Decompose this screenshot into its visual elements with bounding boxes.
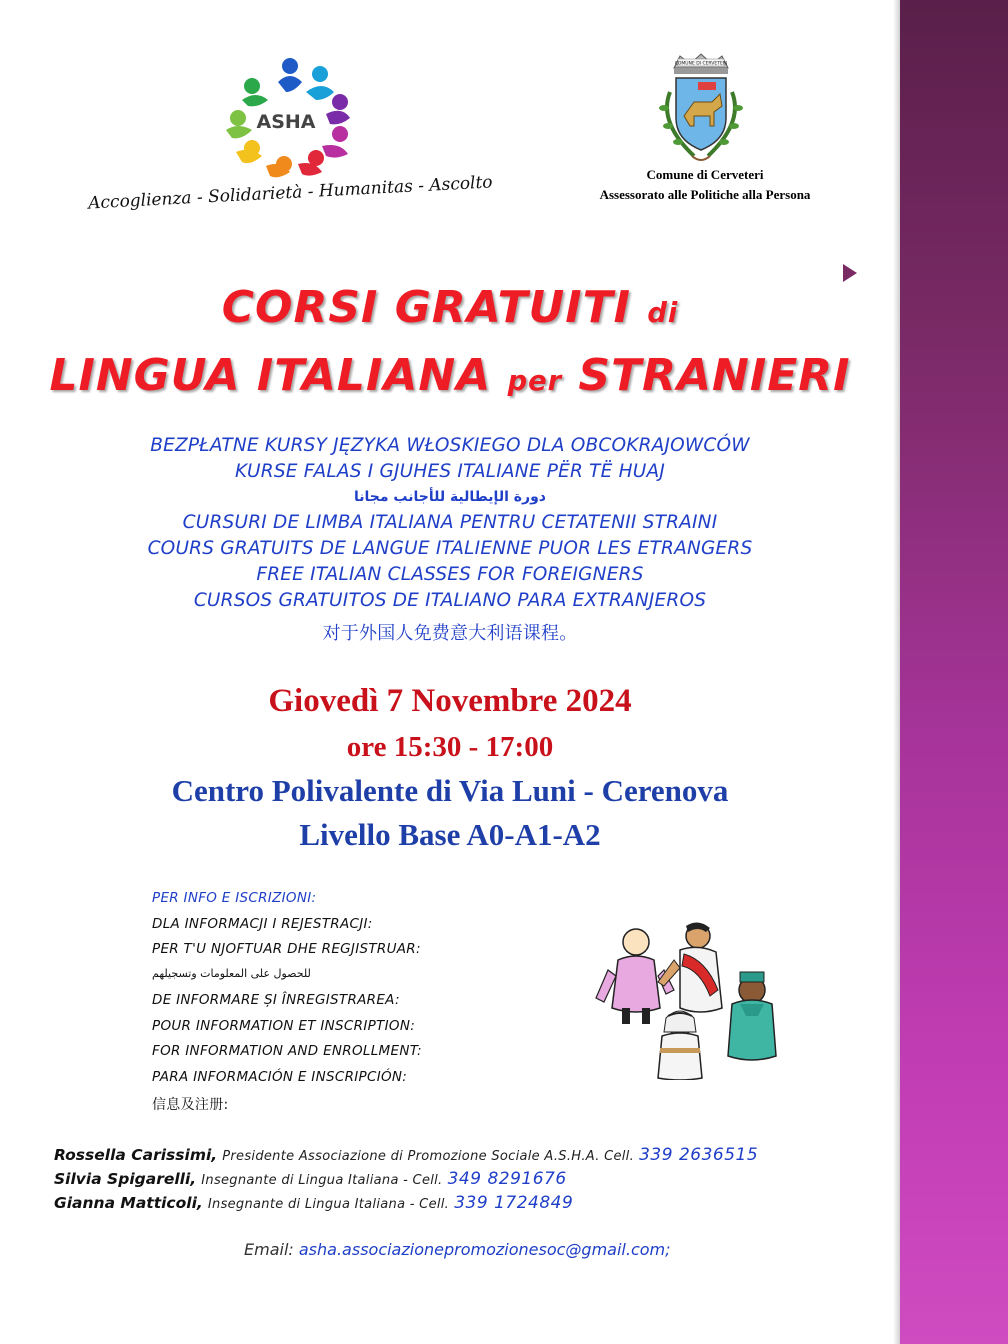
translation-french: COURS GRATUITS DE LANGUE ITALIENNE PUOR LES ETRANGERS (147, 538, 753, 559)
translation-polish: BEZPŁATNE KURSY JĘZYKA WŁOSKIEGO DLA OBCOKRAJOWCÓW (150, 435, 750, 456)
event-place: Centro Polivalente di Via Luni - Cerenova (171, 773, 729, 808)
email-label: Email: (244, 1240, 294, 1259)
title-line-2-main-a: LINGUA ITALIANA (49, 350, 492, 401)
asha-tagline-text: Accoglienza - Solidarietà - Humanitas - Ascolto (87, 172, 494, 214)
translation-albanian: KURSE FALAS I GJUHES ITALIANE PËR TË HUAJ (235, 461, 665, 482)
info-line: للحصول على المعلومات وتسجيلهم (152, 966, 311, 980)
title-line-2-small: per (507, 366, 563, 397)
translation-romanian: CURSURI DE LIMBA ITALIANA PENTRU CETATENII STRAINI (182, 512, 718, 533)
event-date: Giovedì 7 Novembre 2024 (268, 683, 632, 719)
info-line: POUR INFORMATION ET INSCRIPTION: (152, 1017, 416, 1034)
info-line: 信息及注册: (152, 1097, 229, 1113)
title-line-2-main-b: STRANIERI (578, 350, 851, 401)
contact-name: Rossella Carissimi, (54, 1146, 218, 1164)
email-link[interactable]: asha.associazionepromozionesoc@gmail.com; (298, 1240, 671, 1259)
triangle-arrow-icon (843, 264, 857, 282)
info-line: DE INFORMARE ȘI ÎNREGISTRAREA: (152, 992, 400, 1008)
sidebar-shadow (893, 0, 900, 1344)
title-line-1-main: CORSI GRATUITI (221, 282, 632, 333)
info-line: PER T'U NJOFTUAR DHE REGJISTRUAR: (152, 941, 421, 957)
info-line: FOR INFORMATION AND ENROLLMENT: (152, 1043, 422, 1059)
asha-tagline-handwritten (80, 168, 500, 218)
contact-phone[interactable]: 339 2636515 (639, 1145, 759, 1165)
comune-name: Comune di Cerveteri (646, 167, 764, 182)
event-level: Livello Base A0-A1-A2 (299, 817, 601, 852)
contact-row (54, 1193, 884, 1217)
info-line: PARA INFORMACIÓN E INSCRIPCIÓN: (152, 1068, 408, 1085)
comune-department: Assessorato alle Politiche alla Persona (599, 187, 811, 202)
cerveteri-crest-icon (654, 52, 748, 170)
contact-name: Gianna Matticoli, (54, 1194, 203, 1212)
title-line-1-small: di (647, 298, 679, 329)
contact-role: Insegnante di Lingua Italiana - Cell. (201, 1173, 443, 1188)
purple-sidebar (900, 0, 1008, 1344)
info-registration-list (152, 890, 572, 1120)
asha-logo-text: ASHA (256, 111, 316, 133)
multicultural-people-illustration (588, 920, 788, 1080)
contact-role: Insegnante di Lingua Italiana - Cell. (207, 1197, 450, 1212)
translation-english: FREE ITALIAN CLASSES FOR FOREIGNERS (256, 564, 644, 585)
title-line-1 (0, 282, 900, 333)
contact-role: Presidente Associazione di Promozione Sociale A.S.H.A. Cell. (222, 1149, 634, 1164)
translation-chinese: 对于外国人免费意大利语课程。 (322, 623, 578, 644)
contact-phone[interactable]: 349 8291676 (447, 1169, 567, 1189)
title-line-2 (0, 350, 900, 401)
translation-arabic: دورة الإيطالية للأجانب مجانا (354, 489, 546, 505)
crest-banner-text: COMUNE DI CERVETERI (674, 61, 728, 67)
contact-name: Silvia Spigarelli, (54, 1170, 197, 1188)
info-line: DLA INFORMACJI I REJESTRACJI: (152, 915, 373, 932)
translation-spanish: CURSOS GRATUITOS DE ITALIANO PARA EXTRANJEROS (193, 590, 707, 611)
contact-row (54, 1169, 884, 1193)
info-line: PER INFO E ISCRIZIONI: (152, 890, 317, 906)
contact-row (54, 1145, 884, 1169)
contact-phone[interactable]: 339 1724849 (454, 1193, 574, 1213)
email-row (244, 1240, 884, 1259)
event-time: ore 15:30 - 17:00 (346, 731, 554, 763)
contacts-list (54, 1145, 884, 1217)
